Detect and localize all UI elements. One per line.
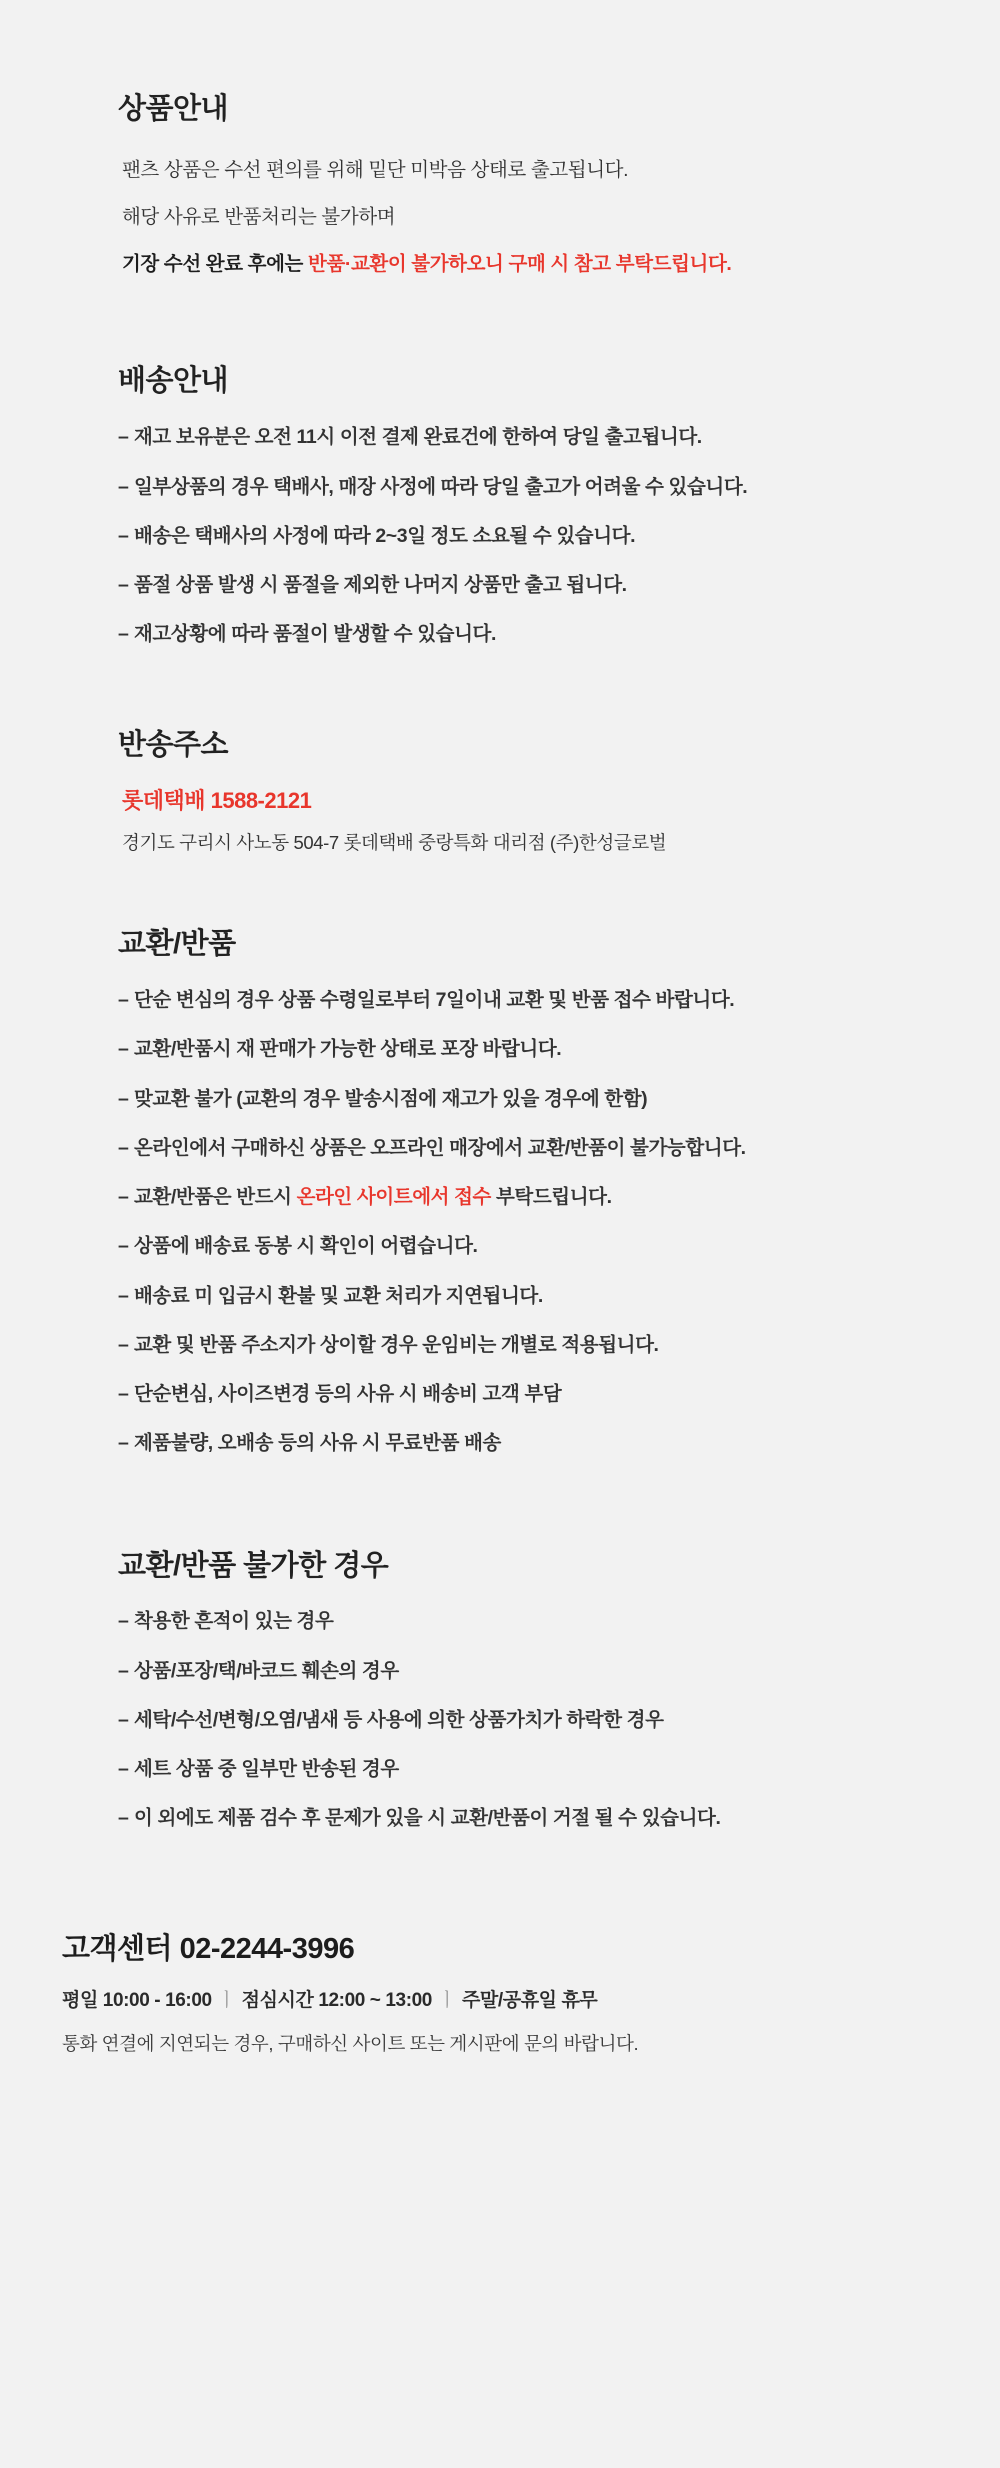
dash-bullet-icon: – (118, 426, 129, 449)
dash-bullet-icon: – (118, 574, 129, 596)
dash-bullet-icon: – (118, 1087, 129, 1110)
exchange-item-text: 맞교환 불가 (교환의 경우 발송시점에 재고가 있을 경우에 한함) (134, 1087, 648, 1110)
exchange-item (118, 1282, 930, 1311)
section-title-not-allowed: 교환/반품 불가한 경우 (118, 1549, 389, 1582)
dash-bullet-icon: – (118, 989, 129, 1012)
shipping-item-text: 품절 상품 발생 시 품절을 제외한 나머지 상품만 출고 됩니다. (134, 574, 627, 596)
dash-bullet-icon: – (118, 1610, 129, 1633)
shipping-item (118, 620, 930, 649)
dash-bullet-icon: – (118, 1708, 129, 1731)
exchange-item (118, 1429, 930, 1458)
shipping-item-text: 일부상품의 경우 택배사, 매장 사정에 따라 당일 출고가 어려울 수 있습니다. (134, 475, 748, 498)
section-return-address (0, 670, 1000, 856)
product-notice-highlight: 반품·교환이 불가하오니 구매 시 참고 부탁드립니다. (308, 253, 732, 276)
not-allowed-item (118, 1657, 930, 1686)
dash-bullet-icon: – (118, 1284, 129, 1307)
exchange-item-text: 상품에 배송료 동봉 시 확인이 어렵습니다. (134, 1235, 478, 1258)
hours-separator: ㅣ (437, 1989, 456, 2011)
dash-bullet-icon: – (118, 1186, 129, 1209)
section-shipping (0, 296, 1000, 649)
section-customer-center (0, 1854, 1000, 2056)
exchange-item (118, 1380, 930, 1409)
section-title-shipping: 배송안내 (118, 365, 229, 398)
dash-bullet-icon: – (118, 1235, 129, 1258)
exchange-highlight-suffix: 부탁드립니다. (490, 1186, 612, 1209)
section-title-exchange-return: 교환/반품 (118, 928, 236, 961)
exchange-item-text: 교환/반품시 재 판매가 가능한 상태로 포장 바랍니다. (134, 1038, 562, 1061)
exchange-item (118, 1035, 930, 1064)
dash-bullet-icon: – (118, 524, 129, 547)
exchange-item-text: 배송료 미 입금시 환불 및 교환 처리가 지연됩니다. (134, 1284, 543, 1307)
dash-bullet-icon: – (118, 1136, 129, 1159)
hours-lunch: 점심시간 12:00 ~ 13:00 (241, 1989, 432, 2011)
shipping-item (118, 423, 930, 452)
exchange-item-text: 단순 변심의 경우 상품 수령일로부터 7일이내 교환 및 반품 접수 바랍니다. (134, 989, 735, 1012)
not-allowed-item (118, 1804, 930, 1833)
not-allowed-item (118, 1706, 930, 1735)
dash-bullet-icon: – (118, 623, 129, 646)
shipping-item-text: 배송은 택배사의 사정에 따라 2~3일 정도 소요될 수 있습니다. (134, 524, 636, 547)
section-exchange-return (0, 855, 1000, 1458)
exchange-item-text: 온라인에서 구매하신 상품은 오프라인 매장에서 교환/반품이 불가능합니다. (134, 1136, 746, 1159)
exchange-highlight-text: 온라인 사이트에서 접수 (296, 1186, 491, 1209)
shipping-item (118, 571, 930, 600)
exchange-item (118, 1232, 930, 1261)
not-allowed-item-text: 착용한 흔적이 있는 경우 (134, 1610, 334, 1633)
not-allowed-item (118, 1607, 930, 1636)
product-notice-line-3 (118, 249, 930, 279)
hours-separator: ㅣ (217, 1989, 236, 2011)
courier-phone: 롯데택배 1588-2121 (122, 788, 312, 814)
not-allowed-item-text: 이 외에도 제품 검수 후 문제가 있을 시 교환/반품이 거절 될 수 있습니다. (134, 1807, 721, 1830)
dash-bullet-icon: – (118, 1659, 129, 1682)
exchange-item-highlighted (118, 1183, 930, 1212)
customer-center-hours (62, 1985, 930, 2012)
hours-weekday: 평일 10:00 - 16:00 (62, 1989, 212, 2011)
product-notice-line-2: 해당 사유로 반품처리는 불가하며 (122, 206, 396, 229)
dash-bullet-icon: – (118, 1383, 129, 1406)
dash-bullet-icon: – (118, 1432, 129, 1455)
not-allowed-item-text: 세트 상품 중 일부만 반송된 경우 (134, 1758, 399, 1781)
exchange-item-text: 교환 및 반품 주소지가 상이할 경우 운임비는 개별로 적용됩니다. (134, 1333, 659, 1356)
shipping-item-text: 재고 보유분은 오전 11시 이전 결제 완료건에 한하여 당일 출고됩니다. (134, 426, 702, 449)
shipping-item-text: 재고상황에 따라 품절이 발생할 수 있습니다. (134, 623, 496, 646)
exchange-highlight-prefix: 교환/반품은 반드시 (134, 1186, 297, 1209)
section-not-allowed (0, 1479, 1000, 1834)
section-product-notice (0, 0, 1000, 279)
exchange-item (118, 986, 930, 1015)
product-notice-line-1: 팬츠 상품은 수선 편의를 위해 밑단 미박음 상태로 출고됩니다. (122, 158, 629, 181)
customer-center-note: 통화 연결에 지연되는 경우, 구매하신 사이트 또는 게시판에 문의 바랍니다. (62, 2032, 639, 2054)
exchange-item (118, 1085, 930, 1114)
exchange-item (118, 1331, 930, 1360)
hours-weekend: 주말/공휴일 휴무 (461, 1989, 598, 2011)
customer-center-title: 고객센터 02-2244-3996 (62, 1932, 355, 1965)
not-allowed-item-text: 세탁/수선/변형/오염/냄새 등 사용에 의한 상품가치가 하락한 경우 (134, 1708, 664, 1731)
exchange-item-text: 단순변심, 사이즈변경 등의 사유 시 배송비 고객 부담 (134, 1383, 562, 1406)
not-allowed-item-text: 상품/포장/택/바코드 훼손의 경우 (134, 1659, 399, 1682)
exchange-item (118, 1134, 930, 1163)
not-allowed-item (118, 1755, 930, 1784)
return-address-text: 경기도 구리시 사노동 504-7 롯데택배 중랑특화 대리점 (주)한성글로벌 (122, 832, 667, 854)
product-notice-prefix: 기장 수선 완료 후에는 (122, 253, 309, 276)
dash-bullet-icon: – (118, 475, 129, 498)
dash-bullet-icon: – (118, 1038, 129, 1061)
section-title-product-notice: 상품안내 (118, 93, 229, 125)
dash-bullet-icon: – (118, 1807, 129, 1830)
section-title-return-address: 반송주소 (118, 728, 229, 761)
shipping-item (118, 522, 930, 551)
exchange-item-text: 제품불량, 오배송 등의 사유 시 무료반품 배송 (134, 1432, 501, 1455)
shipping-item (118, 473, 930, 502)
dash-bullet-icon: – (118, 1758, 129, 1781)
dash-bullet-icon: – (118, 1333, 129, 1356)
